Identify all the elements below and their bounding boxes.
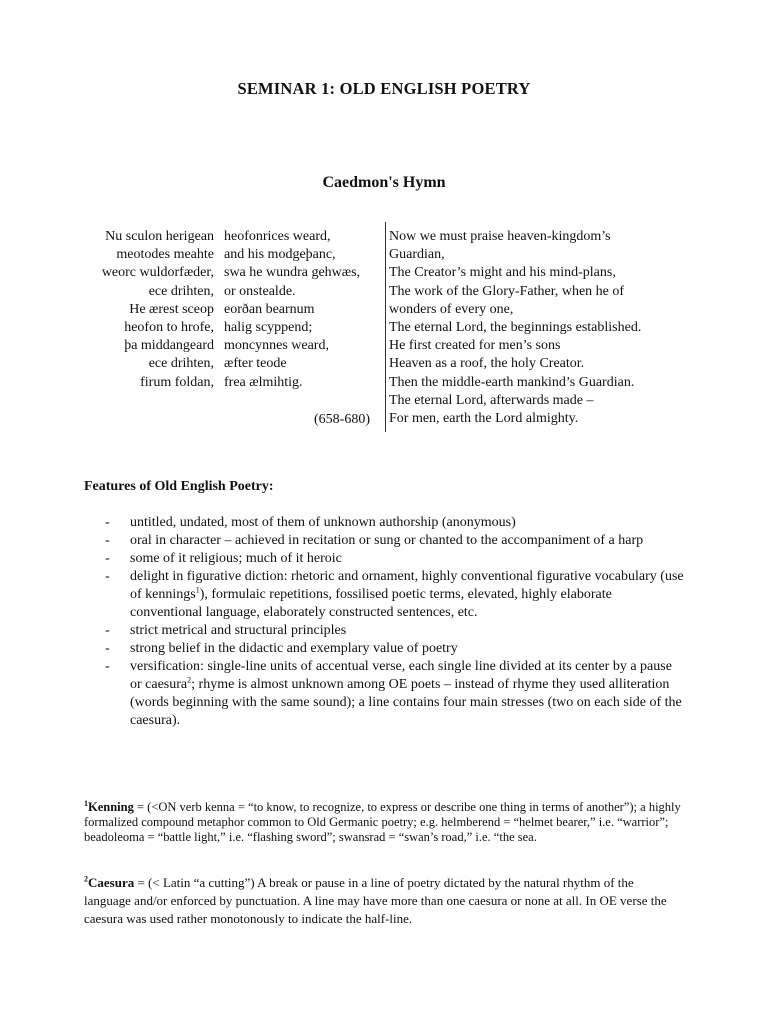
feature-item xyxy=(84,532,684,550)
oe-line-first-half: Nu sculon herigean xyxy=(105,229,214,244)
list-dash: - xyxy=(105,551,110,566)
footnote-number: 2 xyxy=(84,874,88,884)
footnote-text: = (<ON verb kenna = “to know, to recognize, to express or describe one thing in terms of another”); a highly formalized compound metaphor common to Old Germanic poetry; e.g. helmberend = “helmet bearer,” i.e. “warrior”; beadoleoma = “battle light,” i.e. “flashing sword”; swansrad = “swan’s road,” i.e. “the sea. xyxy=(84,800,681,844)
oe-line-second-half: heofonrices weard, xyxy=(224,229,331,244)
feature-text: some of it religious; much of it heroic xyxy=(130,551,342,566)
oe-line-second-half: eorðan bearnum xyxy=(224,301,315,317)
oe-line-first-half: heofon to hrofe, xyxy=(124,320,214,335)
oe-line-first-half: He ærest sceop xyxy=(129,301,214,317)
footnote-number: 1 xyxy=(84,798,88,808)
oe-line-first-half: meotodes meahte xyxy=(116,247,214,263)
list-dash: - xyxy=(105,623,110,638)
feature-item xyxy=(84,514,684,532)
poem-date: (658-680) xyxy=(314,412,370,427)
poem-block xyxy=(84,228,684,438)
footnote-ref[interactable]: 2 xyxy=(187,675,192,685)
translation-line: Now we must praise heaven-kingdom’s xyxy=(389,229,611,244)
oe-line-second-half: swa he wundra gehwæs, xyxy=(224,265,361,281)
translation-line: The Creator’s might and his mind-plans, xyxy=(389,265,616,281)
oe-line-first-half: firum foldan, xyxy=(140,374,214,390)
footnote-term: Caesura xyxy=(88,875,135,890)
poem-title: Caedmon's Hymn xyxy=(322,174,446,191)
features-list xyxy=(84,514,684,730)
translation-line: The work of the Glory-Father, when he of xyxy=(389,283,625,299)
feature-text: delight in figurative diction: rhetoric and ornament, highly conventional figurative vocabulary (use of kennings xyxy=(130,569,684,602)
oe-line-second-half: or onstealde. xyxy=(224,283,296,299)
footnote-text: = (< Latin “a cutting”) A break or pause in a line of poetry dictated by the natural rhythm of the language and/or enforced by punctuation. A line may have more than one caesura or none at all. In OE verse the caesura was used rather monotonously to indicate the half-line. xyxy=(84,875,667,926)
feature-item xyxy=(84,622,684,640)
feature-text: strict metrical and structural principles xyxy=(130,623,347,638)
translation-line: For men, earth the Lord almighty. xyxy=(389,410,579,426)
page-title: SEMINAR 1: OLD ENGLISH POETRY xyxy=(237,79,531,98)
feature-item xyxy=(84,640,684,658)
list-dash: - xyxy=(105,659,110,674)
feature-text: ; rhyme is almost unknown among OE poets – instead of rhyme they used alliteration (words beginning with the same sound); a line contains four main stresses (two on each side of the caesura). xyxy=(130,677,682,728)
oe-line-first-half: ece drihten, xyxy=(148,283,214,299)
oe-line-second-half: æfter teode xyxy=(224,356,287,372)
oe-line-second-half: halig scyppend; xyxy=(224,320,313,335)
column-divider xyxy=(385,222,386,432)
oe-line-first-half: weorc wuldorfæder, xyxy=(101,265,214,281)
feature-text: strong belief in the didactic and exemplary value of poetry xyxy=(130,641,458,656)
list-dash: - xyxy=(105,515,110,530)
footnote-term: Kenning xyxy=(88,800,134,814)
oe-line-second-half: moncynnes weard, xyxy=(224,338,329,354)
feature-text: untitled, undated, most of them of unknown authorship (anonymous) xyxy=(130,515,516,530)
feature-text: ), formulaic repetitions, fossilised poetic terms, elevated, highly elaborate conventional language, elaborately constructed sentences, etc. xyxy=(130,587,612,620)
oe-line-second-half: and his modgeþanc, xyxy=(224,247,336,263)
footnote-caesura xyxy=(84,874,682,928)
oe-line-first-half: ece drihten, xyxy=(148,356,214,372)
translation-line: He first created for men’s sons xyxy=(389,338,561,354)
feature-text: versification: single-line units of accentual verse, each single line divided at its center by a pause or caesura xyxy=(130,659,672,692)
list-dash: - xyxy=(105,569,110,584)
modern-translation xyxy=(389,228,689,428)
feature-item xyxy=(84,550,684,568)
translation-line: Guardian, xyxy=(389,247,445,263)
footnote-ref[interactable]: 1 xyxy=(195,585,200,595)
oe-line-second-half: frea ælmihtig. xyxy=(224,374,303,390)
list-dash: - xyxy=(105,641,110,656)
translation-line: The eternal Lord, the beginnings established. xyxy=(389,319,642,335)
translation-line: The eternal Lord, afterwards made – xyxy=(389,392,594,408)
oe-line-first-half: þa middangeard xyxy=(124,338,214,354)
feature-item xyxy=(84,658,684,730)
translation-line: Then the middle-earth mankind’s Guardian. xyxy=(389,374,635,390)
footnote-kenning xyxy=(84,800,682,845)
translation-line: Heaven as a roof, the holy Creator. xyxy=(389,356,585,372)
feature-text: oral in character – achieved in recitation or sung or chanted to the accompaniment of a harp xyxy=(130,533,644,548)
features-heading: Features of Old English Poetry: xyxy=(84,479,274,494)
feature-item xyxy=(84,568,684,622)
list-dash: - xyxy=(105,533,110,548)
translation-line: wonders of every one, xyxy=(389,301,514,317)
